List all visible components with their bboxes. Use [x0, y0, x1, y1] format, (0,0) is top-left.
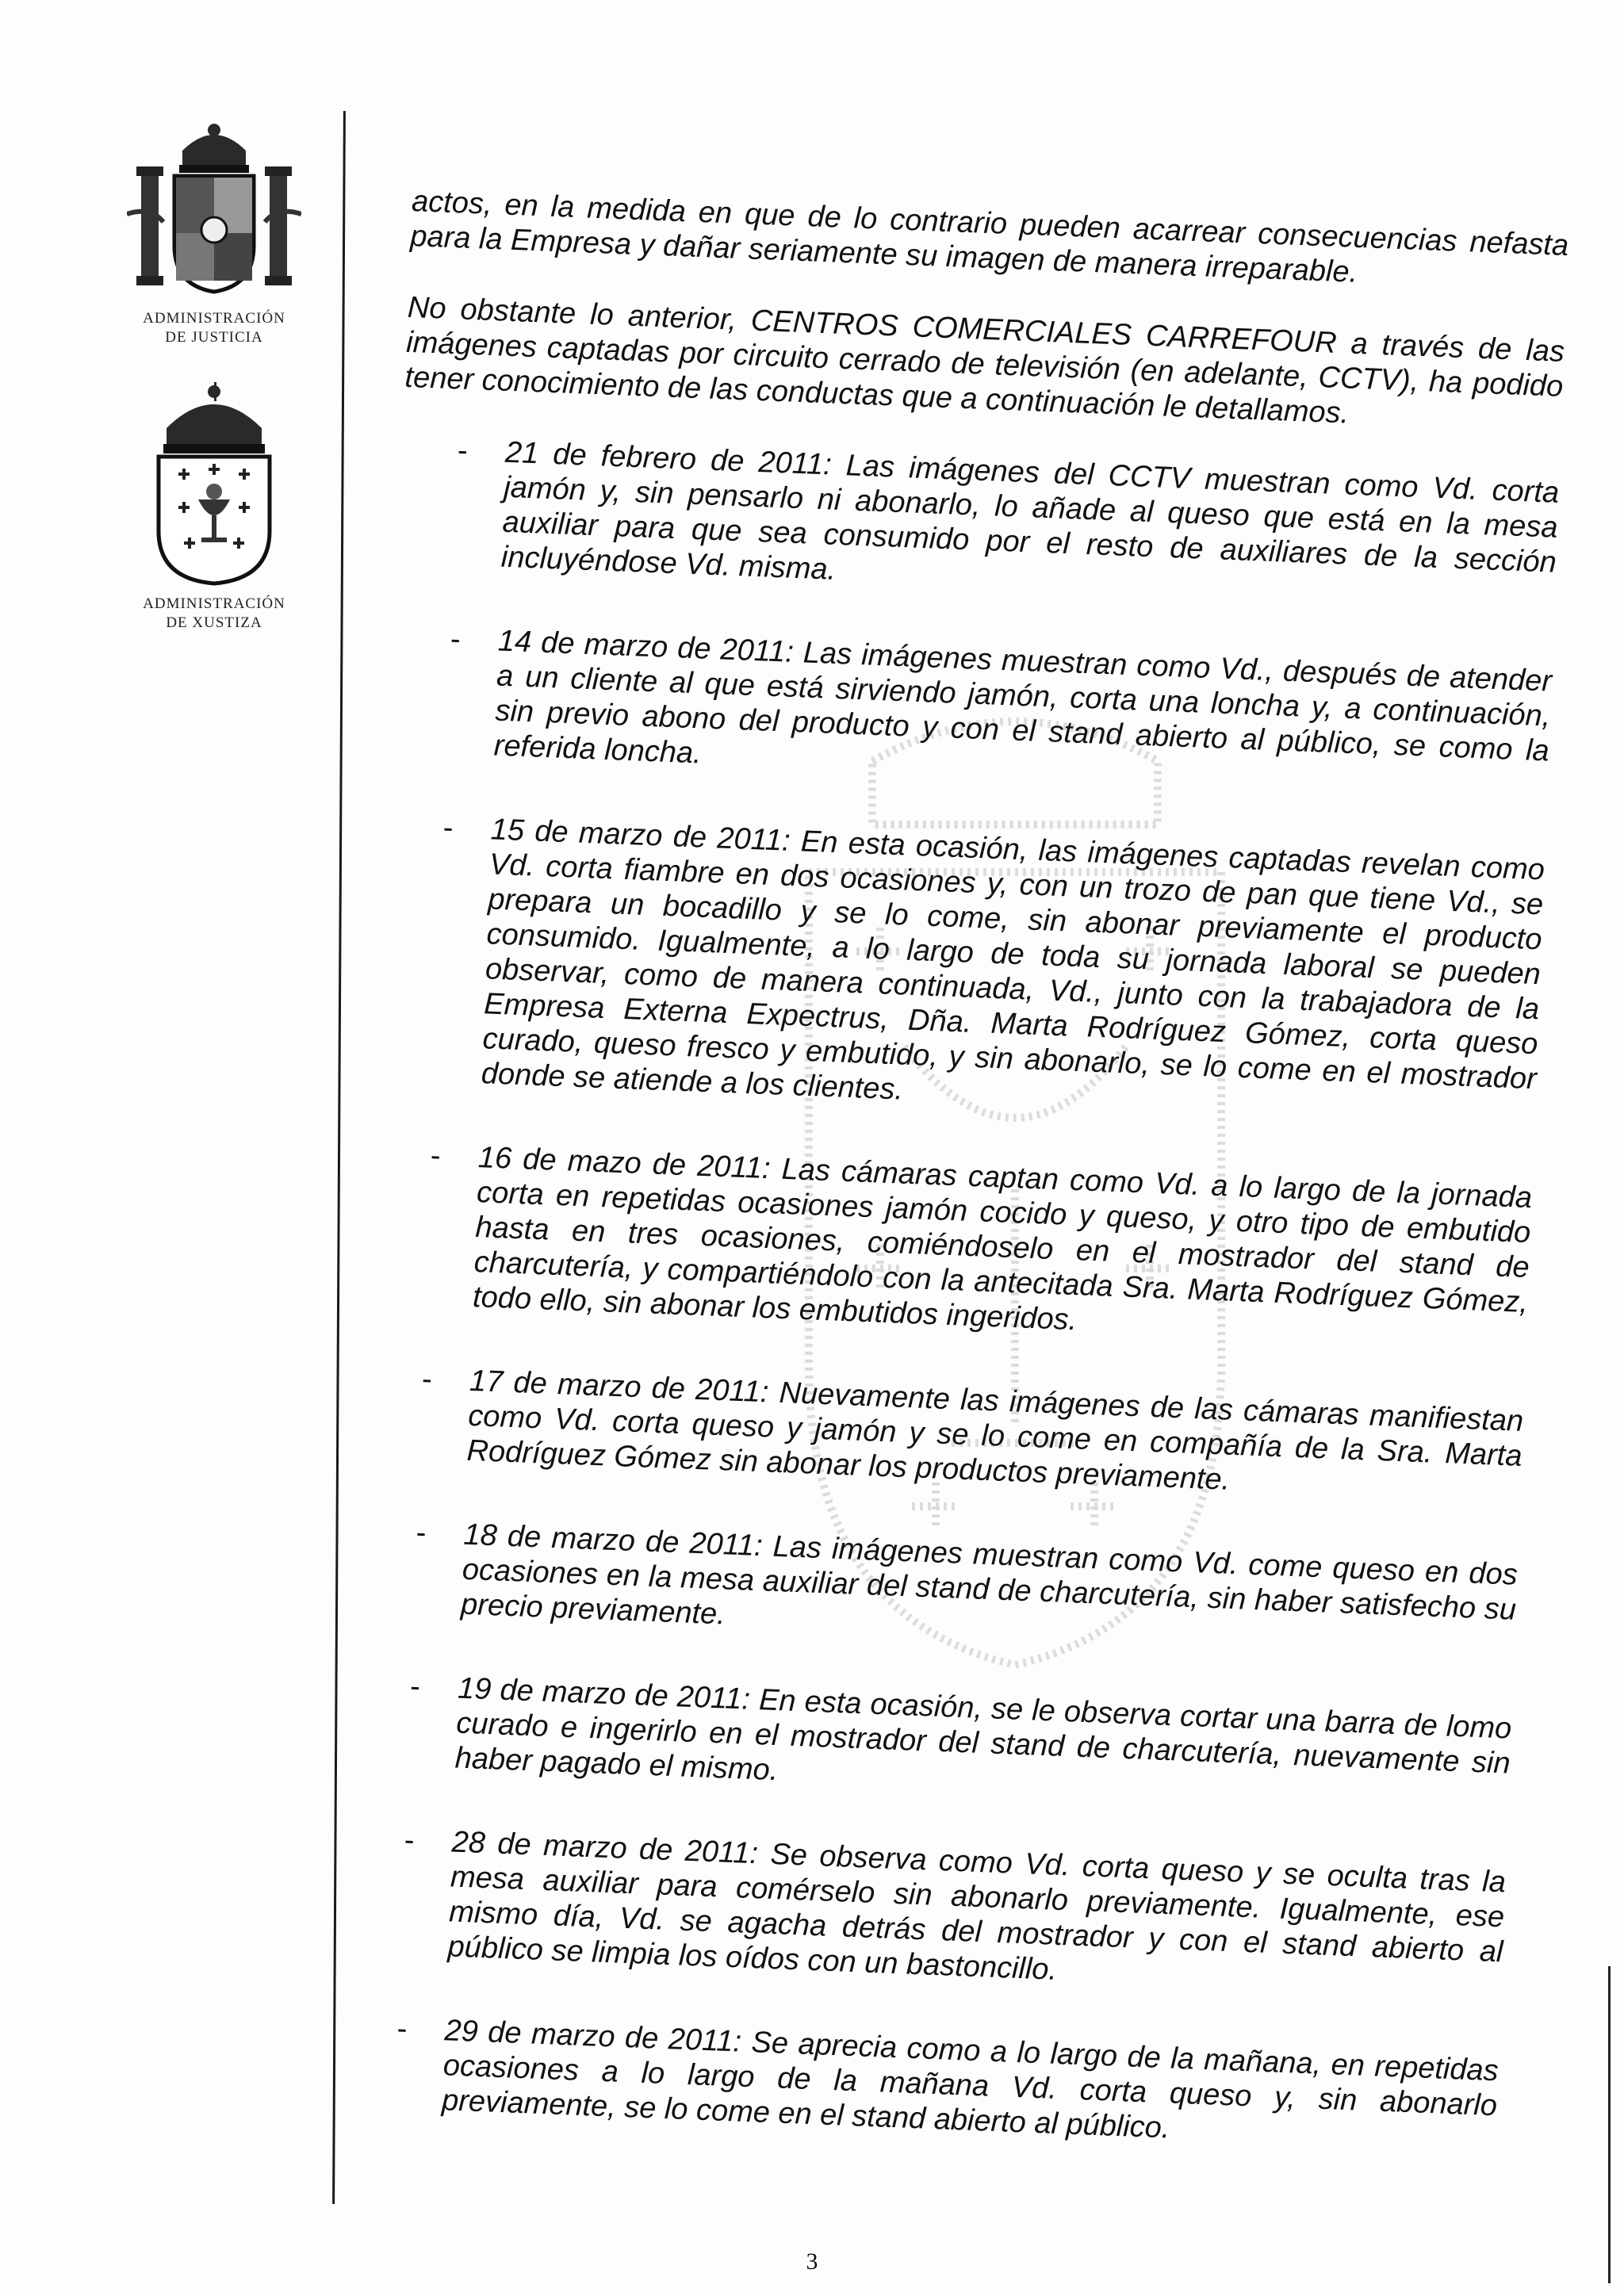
list-item — [344, 1820, 1507, 2004]
right-edge-line — [1608, 1966, 1611, 2283]
emblem-xustiza-caption-line1: ADMINISTRACIÓN — [143, 595, 285, 612]
emblem-justicia-caption-line1: ADMINISTRACIÓN — [143, 310, 285, 327]
bullet-dash: - — [442, 811, 454, 845]
item-date: 14 de marzo de 2011: — [497, 624, 795, 669]
item-text: En esta ocasión, las imágenes captadas revelan como Vd. corta fiambre en dos ocasiones y, con un trozo de pan que tiene Vd., se prepara un bocadillo y se lo come, sin abonar previamente el producto consumido. Igualmente, a lo largo de toda su jornada laboral se pueden observar, como de manera continuada, Vd., junto con la trabajadora de la Empresa Externa Expectrus, Dña. Marta Rodríguez Gómez, corta queso curado, queso fresco y embutido, y sin abonarlo, se lo come en el mostrador donde se atiende a los clientes. — [481, 824, 1545, 1107]
bullet-dash: - — [421, 1362, 433, 1397]
galician-coat-of-arms-icon — [135, 381, 293, 587]
item-date: 28 de marzo de 2011: — [450, 1825, 759, 1871]
bullet-dash: - — [415, 1516, 427, 1550]
list-item — [358, 1513, 1519, 1663]
item-text: Las imágenes muestran como Vd., después de atender a un cliente al que está sirviendo jamón, corta una loncha y, a continuación, sin previo abono del producto y con el stand abierto al público, se como la referida loncha. — [493, 635, 1553, 771]
list-item — [338, 2009, 1499, 2158]
list-item — [369, 1136, 1532, 1355]
bullet-dash: - — [403, 1823, 416, 1858]
list-item — [377, 808, 1545, 1131]
bullet-dash: - — [409, 1670, 421, 1704]
bullet-dash: - — [430, 1138, 442, 1173]
emblem-justicia-caption — [119, 309, 309, 347]
list-item — [390, 620, 1553, 804]
item-text: Las imágenes muestran como Vd. come queso en dos ocasiones en la mesa auxiliar del stand de charcutería, sin haber satisfecho su precio previamente. — [460, 1529, 1519, 1632]
emblem-xustiza-caption — [119, 595, 309, 633]
item-text: En esta ocasión, se le observa cortar una barra de lomo curado e ingerirlo en el mostrador del stand de charcutería, nuevamente sin haber pagado el mismo. — [454, 1682, 1513, 1788]
list-item — [351, 1667, 1512, 1816]
item-date: 18 de marzo de 2011: — [462, 1517, 764, 1563]
item-text: Nuevamente las imágenes de las cámaras manifiestan como Vd. corta queso y jamón y se lo come en compañía de la Sra. Marta Rodríguez Gómez sin abonar los productos previamente. — [465, 1376, 1524, 1497]
item-date: 29 de marzo de 2011: — [443, 2014, 742, 2059]
item-text: Las imágenes del CCTV muestran como Vd. corta jamón y, sin pensarlo ni abonarlo, lo añade al queso que está en la mesa auxiliar para que sea consumido por el resto de auxiliares de la sección incluyéndose Vd. misma. — [500, 448, 1560, 587]
page-number: 3 — [806, 2248, 818, 2275]
emblem-justicia-caption-line2: DE JUSTICIA — [165, 329, 263, 346]
document-body — [336, 184, 1601, 2209]
intro-paragraph-1: actos, en la medida en que de lo contrario pueden acarrear consecuencias nefasta para la Empresa y dañar seriamente su imagen de manera irreparable. — [409, 184, 1569, 289]
emblem-justicia — [119, 119, 309, 347]
bullet-dash: - — [450, 622, 462, 656]
intro-paragraph-2: No obstante lo anterior, CENTROS COMERCIALES CARREFOUR a través de las imágenes captadas por circuito cerrado de televisión (en adelante, CCTV), ha podido tener conocimiento de las conductas que a continuación le detallamos. — [404, 290, 1565, 430]
item-text: Se observa como Vd. corta queso y se oculta tras la mesa auxiliar para comérselo sin abonarlo previamente. Igualmente, ese mismo día, Vd. se agacha detrás del mostrador y con el stand abierto al público se limpia los oídos con un bastoncillo. — [446, 1837, 1507, 1987]
emblem-xustiza-caption-line2: DE XUSTIZA — [166, 614, 262, 631]
item-date: 17 de marzo de 2011: — [469, 1364, 770, 1410]
item-date: 19 de marzo de 2011: — [457, 1671, 751, 1716]
list-item — [363, 1360, 1524, 1509]
incident-list — [338, 431, 1591, 2160]
item-text: Las cámaras captan como Vd. a lo largo de la jornada corta en repetidas ocasiones jamón cocido y queso, y otro tipo de embutido hasta en tres ocasiones, comiéndoselo en el mostrador del stand de charcutería, y compartiéndolo con la antecitada Sra. Marta Rodríguez Gómez, todo ello, sin abonar los embutidos ingeridos. — [472, 1152, 1533, 1337]
item-date: 15 de marzo de 2011: — [490, 813, 791, 858]
spanish-coat-of-arms-icon — [127, 119, 301, 301]
item-date: 21 de febrero de 2011: — [504, 435, 833, 482]
emblem-xustiza — [119, 381, 309, 633]
bullet-dash: - — [396, 2011, 408, 2046]
item-date: 16 de mazo de 2011: — [477, 1141, 772, 1186]
item-text: Se aprecia como a lo largo de la mañana, en repetidas ocasiones a lo largo de la mañana Vd. corta queso y, sin abonarlo previamente, se lo come en el stand abierto al público. — [441, 2025, 1500, 2145]
sidebar-divider — [332, 111, 346, 2204]
bullet-dash: - — [457, 434, 469, 468]
list-item — [397, 431, 1560, 615]
